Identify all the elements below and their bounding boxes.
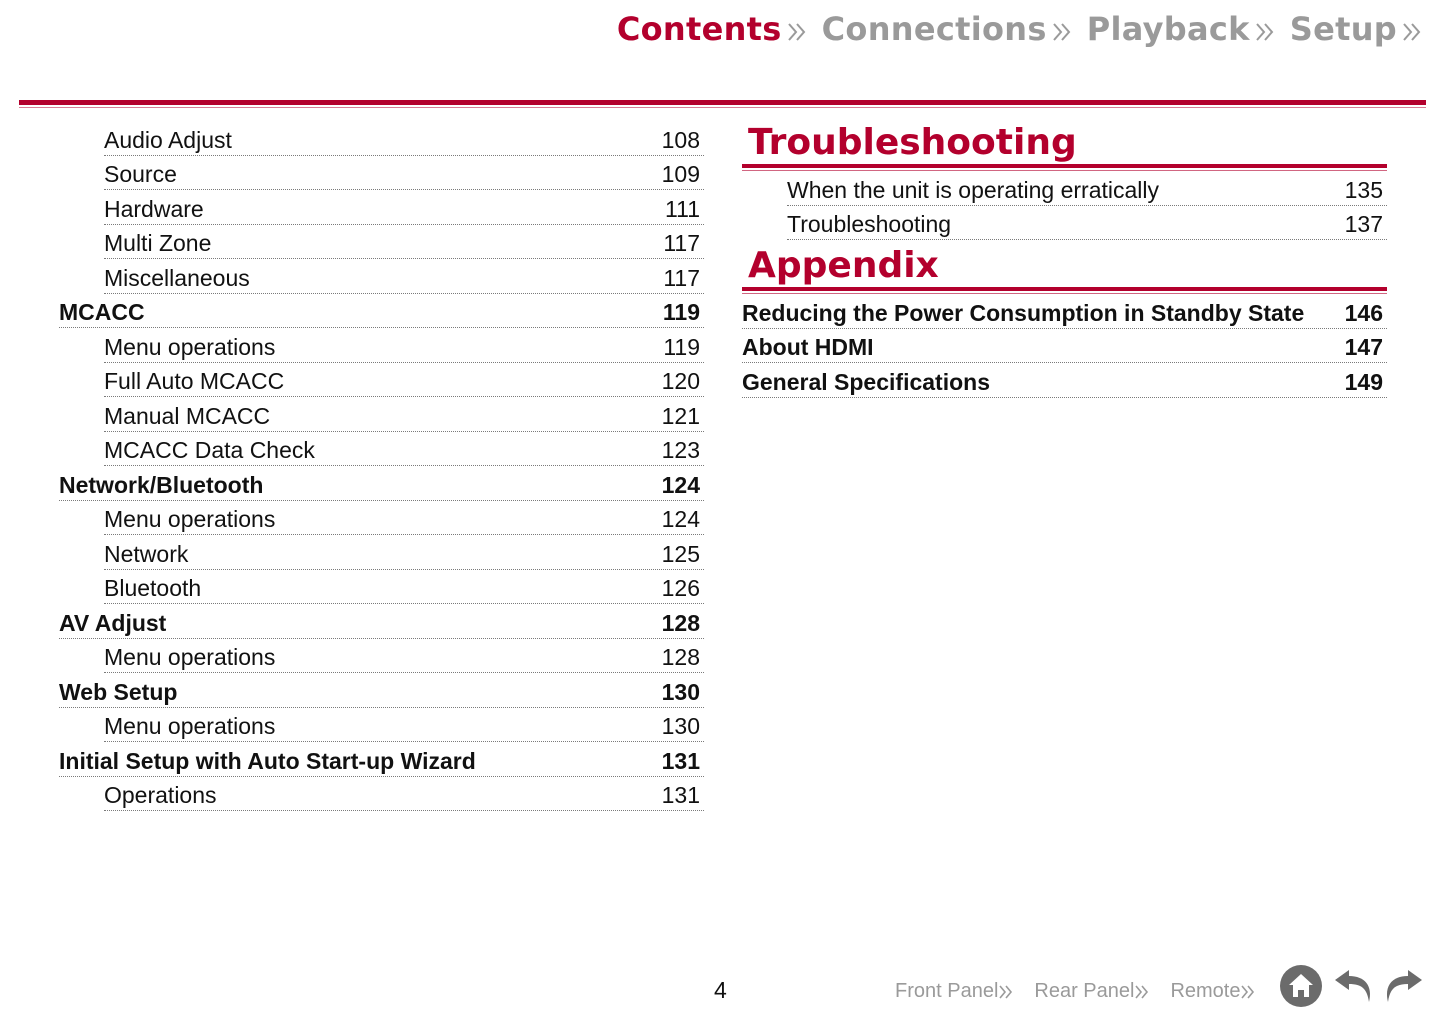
toc-section-entry[interactable] xyxy=(59,604,704,639)
nav-connections[interactable] xyxy=(822,10,1073,48)
double-chevron-right-icon xyxy=(1401,20,1423,44)
toc-entry[interactable] xyxy=(104,708,704,743)
toc-entry-page: 128 xyxy=(661,644,700,670)
toc-entry-page: 120 xyxy=(661,368,700,394)
toc-entry-title: Source xyxy=(104,161,177,187)
footer-link-label: Front Panel xyxy=(895,980,999,1002)
toc-entry-page: 126 xyxy=(661,575,700,601)
toc-entry-page: 149 xyxy=(1344,368,1383,395)
toc-entry[interactable] xyxy=(104,501,704,536)
toc-entry-title: General Specifications xyxy=(742,368,990,395)
header-divider-thin xyxy=(19,107,1426,108)
toc-entry-title: About HDMI xyxy=(742,334,874,360)
footer-link-label: Remote xyxy=(1170,980,1241,1002)
footer-link-label: Rear Panel xyxy=(1034,980,1135,1002)
forward-arrow-icon xyxy=(1380,966,1424,1006)
toc-entry-title: Miscellaneous xyxy=(104,264,250,291)
toc-entry[interactable] xyxy=(104,363,704,398)
top-navigation xyxy=(603,10,1423,48)
toc-entry[interactable] xyxy=(104,259,704,294)
nav-contents[interactable] xyxy=(617,10,808,48)
toc-entry-page: 117 xyxy=(663,230,700,256)
toc-entry-title: Bluetooth xyxy=(104,575,202,601)
toc-entry-title: Operations xyxy=(104,782,217,808)
toc-entry-page: 121 xyxy=(661,402,700,429)
toc-entry[interactable] xyxy=(104,190,704,225)
toc-entry-title: Web Setup xyxy=(59,678,178,705)
nav-playback[interactable] xyxy=(1087,10,1276,48)
toc-entry-page: 130 xyxy=(661,713,700,739)
double-chevron-right-icon xyxy=(786,20,808,44)
double-chevron-right-icon xyxy=(1254,20,1276,44)
home-button[interactable] xyxy=(1280,965,1322,1007)
double-chevron-right-icon xyxy=(998,983,1014,1001)
nav-label: Playback xyxy=(1086,10,1250,48)
home-icon xyxy=(1280,965,1322,1007)
toc-entry-page: 111 xyxy=(665,195,700,222)
toc-entry[interactable] xyxy=(104,535,704,570)
toc-entry-page: 131 xyxy=(661,747,700,774)
toc-entry-page: 147 xyxy=(1344,334,1383,360)
toc-entry[interactable] xyxy=(104,777,704,812)
back-button[interactable] xyxy=(1333,966,1377,1011)
footer-links xyxy=(895,980,1276,1003)
section-divider xyxy=(742,287,1387,291)
remote-link[interactable] xyxy=(1170,980,1256,1003)
front-panel-link[interactable] xyxy=(895,980,1014,1003)
toc-entry-title: Menu operations xyxy=(104,506,276,532)
toc-entry[interactable] xyxy=(104,397,704,432)
toc-entry-page: 108 xyxy=(661,126,700,153)
toc-section-entry[interactable] xyxy=(59,466,704,501)
toc-entry-page: 123 xyxy=(661,437,700,463)
toc-section-entry[interactable] xyxy=(742,294,1387,329)
toc-entry-page: 130 xyxy=(661,678,700,705)
toc-entry[interactable] xyxy=(104,432,704,467)
nav-label: Connections xyxy=(821,10,1047,48)
toc-entry[interactable] xyxy=(104,328,704,363)
troubleshooting-list xyxy=(742,171,1387,240)
toc-entry-page: 119 xyxy=(663,333,700,360)
toc-entry-page: 146 xyxy=(1344,299,1383,326)
nav-label: Contents xyxy=(616,10,782,48)
toc-entry-title: Full Auto MCACC xyxy=(104,368,285,394)
forward-button[interactable] xyxy=(1380,966,1424,1011)
left-toc-column xyxy=(59,121,704,811)
header-divider xyxy=(19,100,1426,105)
toc-section-entry[interactable] xyxy=(59,294,704,329)
toc-entry-page: 119 xyxy=(662,299,700,325)
toc-entry-page: 125 xyxy=(661,540,700,567)
toc-entry-title: Menu operations xyxy=(104,644,276,670)
appendix-heading[interactable]: Appendix xyxy=(748,245,939,286)
toc-section-entry[interactable] xyxy=(59,673,704,708)
toc-entry[interactable] xyxy=(104,570,704,605)
toc-section-entry[interactable] xyxy=(59,742,704,777)
toc-entry-title: Audio Adjust xyxy=(104,126,232,153)
toc-entry-title: Reducing the Power Consumption in Standby State xyxy=(742,299,1305,326)
double-chevron-right-icon xyxy=(1051,20,1073,44)
double-chevron-right-icon xyxy=(1134,983,1150,1001)
toc-section-entry[interactable] xyxy=(742,363,1387,398)
toc-entry[interactable] xyxy=(104,121,704,156)
toc-entry-title: Troubleshooting xyxy=(787,211,952,237)
toc-entry-page: 117 xyxy=(663,264,700,291)
troubleshooting-heading[interactable]: Troubleshooting xyxy=(748,122,1077,163)
toc-entry-page: 124 xyxy=(661,506,700,532)
section-divider xyxy=(742,164,1387,168)
toc-entry[interactable] xyxy=(104,156,704,191)
toc-entry-page: 135 xyxy=(1344,176,1383,203)
toc-entry-page: 128 xyxy=(661,609,700,636)
page-number: 4 xyxy=(714,977,727,1003)
toc-entry[interactable] xyxy=(787,206,1387,241)
toc-entry-page: 109 xyxy=(661,161,700,187)
double-chevron-right-icon xyxy=(1240,983,1256,1001)
toc-entry[interactable] xyxy=(787,171,1387,206)
toc-entry-title: Menu operations xyxy=(104,333,276,360)
toc-section-entry[interactable] xyxy=(742,329,1387,364)
toc-entry-page: 137 xyxy=(1344,211,1383,237)
toc-entry-page: 131 xyxy=(661,782,700,808)
toc-entry-title: MCACC xyxy=(59,299,145,325)
toc-entry-title: Network/Bluetooth xyxy=(59,471,264,498)
right-toc-column xyxy=(742,121,1387,398)
toc-entry-title: When the unit is operating erratically xyxy=(787,176,1160,203)
toc-entry-title: Network xyxy=(104,540,189,567)
appendix-list xyxy=(742,294,1387,398)
rear-panel-link[interactable] xyxy=(1034,980,1150,1003)
toc-entry-title: Hardware xyxy=(104,195,204,222)
back-arrow-icon xyxy=(1333,966,1377,1006)
toc-entry-title: AV Adjust xyxy=(59,609,167,636)
toc-entry-page: 124 xyxy=(661,471,700,498)
nav-label: Setup xyxy=(1289,10,1397,48)
nav-setup[interactable] xyxy=(1290,10,1423,48)
toc-entry-title: Manual MCACC xyxy=(104,402,271,429)
toc-entry-title: Menu operations xyxy=(104,713,276,739)
toc-entry-title: MCACC Data Check xyxy=(104,437,315,463)
toc-entry-title: Multi Zone xyxy=(104,230,212,256)
toc-entry[interactable] xyxy=(104,225,704,260)
toc-entry-title: Initial Setup with Auto Start-up Wizard xyxy=(59,747,476,774)
toc-entry[interactable] xyxy=(104,639,704,674)
